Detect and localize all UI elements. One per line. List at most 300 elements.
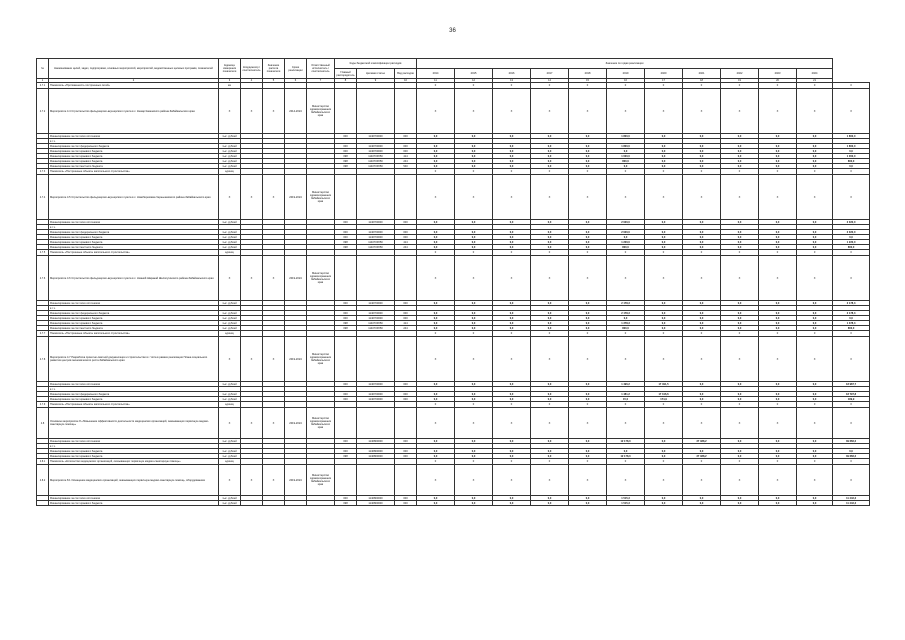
- row-value: 0,0: [493, 382, 531, 387]
- row-grbs: 000: [335, 397, 357, 402]
- row-value: 12 178,0: [607, 439, 645, 444]
- row-value: 11 443,3: [833, 496, 870, 501]
- row-grbs: 098: [335, 240, 357, 245]
- row-value: 0,0: [455, 454, 493, 459]
- row-unit: единиц: [219, 402, 241, 408]
- row-target-item: 1140700000: [357, 301, 395, 306]
- row-value: 0,0: [759, 439, 797, 444]
- row-value: 0,0: [417, 154, 455, 159]
- column-number-cell: 12: [455, 79, 493, 83]
- row-value: 0,0: [721, 321, 759, 326]
- row-responsible: Министерство здравоохранения Забайкальского края: [307, 89, 335, 134]
- row-value: Х: [417, 89, 455, 134]
- row-unit: тыс. рублей: [219, 397, 241, 402]
- row-value: Х: [607, 89, 645, 134]
- row-name: Финансирование за счет всех источников: [49, 382, 219, 387]
- row-value: 0,0: [759, 316, 797, 321]
- row-value: 0,0: [417, 449, 455, 454]
- row-value: 0,0: [645, 326, 683, 331]
- row-responsible: Министерство здравоохранения Забайкальского края: [307, 408, 335, 439]
- row-responsible: Министерство здравоохранения Забайкальского края: [307, 465, 335, 496]
- row-grbs: 098: [335, 326, 357, 331]
- row-value: 1 378,3: [607, 321, 645, 326]
- row-value: 27 488,2: [683, 454, 721, 459]
- row-number: 4.7.1: [37, 83, 49, 89]
- row-number: 4.7.7: [37, 331, 49, 337]
- row-expense-type: [395, 89, 417, 134]
- column-number-cell: 1: [37, 79, 49, 83]
- row-value: 0,0: [645, 159, 683, 164]
- row-value: 0,0: [455, 392, 493, 397]
- row-value: Х: [833, 256, 870, 301]
- row-number: [37, 501, 49, 506]
- row-value: 2 178,3: [833, 311, 870, 316]
- row-value: 0,0: [759, 321, 797, 326]
- column-number-cell: 20: [759, 79, 797, 83]
- row-value: 0,0: [417, 235, 455, 240]
- row-value: 0: [759, 402, 797, 408]
- header-period: Сроки реализации: [285, 59, 307, 79]
- row-value: 0,0: [417, 220, 455, 225]
- row-value: 0,0: [759, 301, 797, 306]
- row-value: 0: [721, 402, 759, 408]
- row-value: 0,0: [569, 397, 607, 402]
- row-value: 0: [569, 169, 607, 175]
- row-value: Х: [683, 89, 721, 134]
- row-value: 0,0: [797, 240, 833, 245]
- column-number-cell: 16: [607, 79, 645, 83]
- row-value: 0: [455, 331, 493, 337]
- row-value: 0,0: [683, 230, 721, 235]
- row-target-item: 1140700000: [357, 392, 395, 397]
- row-value: 0,0: [531, 240, 569, 245]
- table-row: [37, 337, 870, 382]
- row-value: 0,0: [759, 245, 797, 250]
- row-value: 0,0: [417, 382, 455, 387]
- row-value: 0: [721, 459, 759, 465]
- row-value: 0,0: [531, 134, 569, 139]
- row-value: 0: [833, 402, 870, 408]
- row-value: 0,0: [493, 220, 531, 225]
- row-target-item: 1140700000: [357, 220, 395, 225]
- row-value: 0: [417, 83, 455, 89]
- row-value: 0,0: [759, 134, 797, 139]
- header-no: №: [37, 59, 49, 79]
- row-value: 0: [607, 459, 645, 465]
- row-value: Х: [833, 337, 870, 382]
- row-grbs: 000: [335, 449, 357, 454]
- row-value: 0,0: [797, 164, 833, 169]
- row-value: 0: [531, 83, 569, 89]
- row-value: 0,0: [531, 496, 569, 501]
- row-name: Показатель «Количество медицинских организаций, оказывающих первичную медико-санитарную помощь»: [49, 459, 219, 465]
- row-value: 0,0: [645, 496, 683, 501]
- row-name: в т.ч.: [49, 444, 219, 449]
- row-name: Финансирование за счет краевого бюджета: [49, 501, 219, 506]
- row-value: 0,0: [493, 454, 531, 459]
- header-method: Значение расчета показателя: [263, 59, 285, 79]
- row-name: Финансирование за счет местного бюджета: [49, 164, 219, 169]
- row-coordinator: Х: [241, 408, 263, 439]
- row-value: 0,0: [417, 439, 455, 444]
- header-name: Наименование целей, задач, подпрограмм, основных мероприятий, мероприятий, ведомственных целевых программ, показателей: [49, 59, 219, 79]
- row-value: 0,0: [417, 392, 455, 397]
- row-value: 0,0: [683, 392, 721, 397]
- row-value: 0,0: [455, 501, 493, 506]
- row-value: 0,0: [645, 220, 683, 225]
- row-value: 0: [797, 331, 833, 337]
- row-value: 0,0: [531, 301, 569, 306]
- column-number-cell: 15: [569, 79, 607, 83]
- row-value: 0: [833, 331, 870, 337]
- row-value: 0: [721, 169, 759, 175]
- row-responsible: Министерство здравоохранения Забайкальского края: [307, 337, 335, 382]
- row-value: 0,0: [683, 326, 721, 331]
- row-value: 0,0: [645, 449, 683, 454]
- row-target-item: 114070Р250: [357, 326, 395, 331]
- row-unit: тыс. рублей: [219, 449, 241, 454]
- row-target-item: 1140700000: [357, 134, 395, 139]
- row-value: 0,0: [493, 496, 531, 501]
- row-grbs: 098: [335, 245, 357, 250]
- row-value: 0,0: [493, 392, 531, 397]
- row-value: 0,0: [607, 449, 645, 454]
- column-number-cell: 10: [395, 79, 417, 83]
- row-value: 0,0: [493, 144, 531, 149]
- row-target-item: 1140700000: [357, 311, 395, 316]
- row-name: Показатель «Протяженность построенных сетей»: [49, 83, 219, 89]
- row-value: 0,0: [531, 449, 569, 454]
- row-value: 0,0: [797, 316, 833, 321]
- column-number-cell: 19: [721, 79, 759, 83]
- row-value: 0,0: [493, 397, 531, 402]
- row-value: Х: [569, 408, 607, 439]
- row-value: 0,0: [455, 321, 493, 326]
- row-grbs: 098: [335, 154, 357, 159]
- row-value: 0: [645, 169, 683, 175]
- row-value: 1 220,0: [607, 240, 645, 245]
- table-row: [37, 175, 870, 220]
- row-value: 0,0: [833, 316, 870, 321]
- row-value: Х: [645, 175, 683, 220]
- row-name: Финансирование за счет федерального бюджета: [49, 144, 219, 149]
- row-value: 0,0: [759, 501, 797, 506]
- row-value: 0,0: [607, 316, 645, 321]
- row-value: 0,0: [493, 245, 531, 250]
- row-value: 0,0: [759, 220, 797, 225]
- row-value: 0: [493, 83, 531, 89]
- row-value: Х: [493, 89, 531, 134]
- row-grbs: 000: [335, 134, 357, 139]
- row-value: 0,0: [455, 382, 493, 387]
- row-value: 0,0: [569, 439, 607, 444]
- row-value: 0,0: [721, 316, 759, 321]
- row-value: 1 496,2: [607, 382, 645, 387]
- row-unit: тыс. рублей: [219, 240, 241, 245]
- row-method: Х: [263, 465, 285, 496]
- row-value: 0,0: [721, 245, 759, 250]
- row-grbs: 000: [335, 230, 357, 235]
- row-value: 1 800,0: [833, 134, 870, 139]
- row-number: 4.7.6: [37, 256, 49, 301]
- row-value: 0: [759, 83, 797, 89]
- row-value: 0: [417, 459, 455, 465]
- row-value: Х: [417, 408, 455, 439]
- row-value: 0,0: [721, 134, 759, 139]
- header-row-1: [37, 59, 870, 69]
- row-value: 0,0: [759, 397, 797, 402]
- row-unit: Х: [219, 408, 241, 439]
- row-value: 0,0: [455, 220, 493, 225]
- row-value: 0,0: [759, 154, 797, 159]
- row-name: в т.ч.: [49, 306, 219, 311]
- row-value: 0,0: [759, 392, 797, 397]
- row-value: 0,0: [569, 149, 607, 154]
- column-number-cell: 3: [219, 79, 241, 83]
- row-method: [263, 501, 285, 506]
- row-value: 0,0: [493, 311, 531, 316]
- row-value: 1 800,0: [607, 144, 645, 149]
- row-value: 0,0: [493, 159, 531, 164]
- row-value: 0,0: [569, 164, 607, 169]
- row-value: 0,0: [531, 321, 569, 326]
- row-value: Х: [645, 256, 683, 301]
- row-value: 0: [683, 83, 721, 89]
- row-value: 0,0: [645, 235, 683, 240]
- row-value: 0: [607, 250, 645, 256]
- row-value: 0,0: [493, 449, 531, 454]
- row-value: 0,0: [569, 144, 607, 149]
- row-expense-type: 000: [395, 134, 417, 139]
- row-value: Х: [683, 408, 721, 439]
- row-name: Финансирование за счет краевого бюджета: [49, 454, 219, 459]
- row-value: 0,0: [645, 321, 683, 326]
- row-value: Х: [531, 465, 569, 496]
- row-value: 0,0: [683, 321, 721, 326]
- row-number: 4.7.2: [37, 89, 49, 134]
- row-value: 0,0: [721, 301, 759, 306]
- row-value: 0,0: [797, 392, 833, 397]
- row-value: 0,0: [455, 311, 493, 316]
- row-value: Х: [569, 465, 607, 496]
- row-value: 0: [493, 459, 531, 465]
- row-target-item: 1140700000: [357, 397, 395, 402]
- header-year: 2015: [455, 69, 493, 79]
- row-value: Х: [833, 465, 870, 496]
- row-name: Мероприятие 8.1 Оснащение медицинских организаций, оказывающих первичную медико-санитарную помощь, оборудованием: [49, 465, 219, 496]
- row-value: 0,0: [683, 144, 721, 149]
- header-values-group: Значение по годам реализации: [417, 59, 833, 69]
- row-value: Х: [683, 337, 721, 382]
- row-value: 0,0: [569, 134, 607, 139]
- row-period: 2019-2024: [285, 256, 307, 301]
- row-name: Финансирование за счет всех источников: [49, 134, 219, 139]
- row-value: 0,0: [721, 144, 759, 149]
- row-expense-type: 000: [395, 454, 417, 459]
- row-value: 0: [683, 250, 721, 256]
- row-value: 0,0: [417, 164, 455, 169]
- column-number-cell: 2: [49, 79, 219, 83]
- row-name: Мероприятие 4.6 Строительство фельдшерско-акушерского пункта в с. Нижний Шаранай Шелопугинского района Забайкальского края: [49, 256, 219, 301]
- row-expense-type: 540: [395, 164, 417, 169]
- row-value: 0: [607, 83, 645, 89]
- row-value: 0,0: [759, 326, 797, 331]
- row-value: 0: [531, 331, 569, 337]
- row-value: 0,0: [607, 164, 645, 169]
- row-value: 0,0: [759, 496, 797, 501]
- row-target-item: 1140700000: [357, 230, 395, 235]
- row-unit: тыс. рублей: [219, 326, 241, 331]
- row-value: 0,0: [569, 321, 607, 326]
- header-year: 2019: [607, 69, 645, 79]
- row-expense-type: 000: [395, 149, 417, 154]
- row-value: 0,0: [493, 439, 531, 444]
- row-value: 0,0: [493, 230, 531, 235]
- row-value: 0: [569, 402, 607, 408]
- header-year: 2016: [493, 69, 531, 79]
- row-value: 0,0: [417, 454, 455, 459]
- row-value: 0,0: [417, 245, 455, 250]
- row-period: 2014-2024: [285, 89, 307, 134]
- row-value: 0,0: [531, 154, 569, 159]
- row-value: 0: [797, 402, 833, 408]
- row-value: Х: [797, 408, 833, 439]
- row-target-item: [357, 465, 395, 496]
- row-value: 0: [833, 250, 870, 256]
- row-value: 1 800,0: [833, 144, 870, 149]
- row-name: Показатель «Построенные объекты капитального строительства»: [49, 331, 219, 337]
- row-value: 0,0: [797, 382, 833, 387]
- row-value: 0,0: [455, 134, 493, 139]
- row-value: 0,0: [721, 382, 759, 387]
- header-responsible: Ответственный исполнитель / соисполнитель: [307, 59, 335, 79]
- row-value: 0,0: [797, 220, 833, 225]
- row-value: 0,0: [797, 439, 833, 444]
- row-unit: тыс. рублей: [219, 439, 241, 444]
- row-value: 0,0: [493, 235, 531, 240]
- row-target-item: [357, 337, 395, 382]
- row-number: 4.8: [37, 408, 49, 439]
- row-value: 0: [683, 169, 721, 175]
- row-value: 18 797,8: [833, 392, 870, 397]
- row-value: Х: [833, 175, 870, 220]
- row-value: 0: [797, 250, 833, 256]
- row-number: 4.7.5: [37, 250, 49, 256]
- row-expense-type: 414: [395, 321, 417, 326]
- row-value: Х: [417, 337, 455, 382]
- row-value: Х: [455, 89, 493, 134]
- row-value: 800,0: [607, 326, 645, 331]
- row-value: 0,0: [721, 149, 759, 154]
- page-number: 36: [449, 28, 456, 34]
- row-value: 2 020,0: [833, 230, 870, 235]
- row-unit: тыс. рублей: [219, 230, 241, 235]
- row-target-item: 1140800000: [357, 439, 395, 444]
- row-value: 0,0: [531, 311, 569, 316]
- row-unit: единиц: [219, 169, 241, 175]
- header-year: 2022: [721, 69, 759, 79]
- row-value: 0,0: [455, 301, 493, 306]
- row-value: 0,0: [759, 164, 797, 169]
- row-value: 2 178,3: [607, 311, 645, 316]
- row-value: 1 220,0: [833, 240, 870, 245]
- row-value: 0: [455, 402, 493, 408]
- row-value: 800,0: [833, 159, 870, 164]
- row-value: 0: [759, 459, 797, 465]
- row-value: 0: [721, 331, 759, 337]
- row-expense-type: 000: [395, 311, 417, 316]
- row-value: 0,0: [455, 164, 493, 169]
- row-grbs: 000: [335, 144, 357, 149]
- row-value: 0,0: [797, 311, 833, 316]
- row-value: 0,0: [417, 321, 455, 326]
- row-value: 0: [455, 169, 493, 175]
- row-grbs: 000: [335, 382, 357, 387]
- row-value: 0: [607, 331, 645, 337]
- row-value: 0,0: [569, 326, 607, 331]
- row-number: 4.7.8: [37, 337, 49, 382]
- column-number-cell: 11: [417, 79, 455, 83]
- row-value: 0: [569, 250, 607, 256]
- row-value: 0: [607, 169, 645, 175]
- row-value: 0,0: [455, 235, 493, 240]
- row-value: 0,0: [645, 144, 683, 149]
- column-number-cell: 21: [797, 79, 833, 83]
- row-value: 0,0: [721, 397, 759, 402]
- row-period: [285, 501, 307, 506]
- row-value: 0,0: [683, 397, 721, 402]
- row-value: 0: [833, 169, 870, 175]
- row-value: 0,0: [569, 454, 607, 459]
- row-value: 0,0: [797, 501, 833, 506]
- header-unit: Единица измерения показателя: [219, 59, 241, 79]
- row-value: 0,0: [493, 164, 531, 169]
- row-value: 800,0: [607, 159, 645, 164]
- row-value: 0,0: [683, 245, 721, 250]
- row-grbs: 000: [335, 301, 357, 306]
- header-grbs: Главный распорядитель: [336, 70, 355, 77]
- row-value: 1 481,2: [607, 392, 645, 397]
- header-year: 2017: [531, 69, 569, 79]
- row-value: Х: [607, 175, 645, 220]
- row-value: 0: [455, 459, 493, 465]
- row-grbs: [335, 337, 357, 382]
- row-value: 0,0: [797, 397, 833, 402]
- row-value: Х: [759, 408, 797, 439]
- row-value: Х: [493, 256, 531, 301]
- row-expense-type: 000: [395, 301, 417, 306]
- row-value: Х: [531, 89, 569, 134]
- row-value: Х: [721, 337, 759, 382]
- column-number-cell: 13: [493, 79, 531, 83]
- row-value: 15,0: [607, 397, 645, 402]
- row-value: 0,0: [759, 149, 797, 154]
- row-value: Х: [797, 89, 833, 134]
- row-name: Финансирование за счет всех источников: [49, 439, 219, 444]
- row-unit: тыс. рублей: [219, 321, 241, 326]
- row-value: 0: [417, 402, 455, 408]
- row-target-item: 1140700000: [357, 316, 395, 321]
- row-value: 0,0: [683, 501, 721, 506]
- row-value: Х: [531, 256, 569, 301]
- row-value: 0,0: [493, 316, 531, 321]
- row-number: 4.8.1: [37, 459, 49, 465]
- row-value: 0,0: [797, 235, 833, 240]
- row-unit: тыс. рублей: [219, 134, 241, 139]
- row-expense-type: [395, 256, 417, 301]
- row-value: 0: [645, 331, 683, 337]
- row-number: 4.8.2: [37, 465, 49, 496]
